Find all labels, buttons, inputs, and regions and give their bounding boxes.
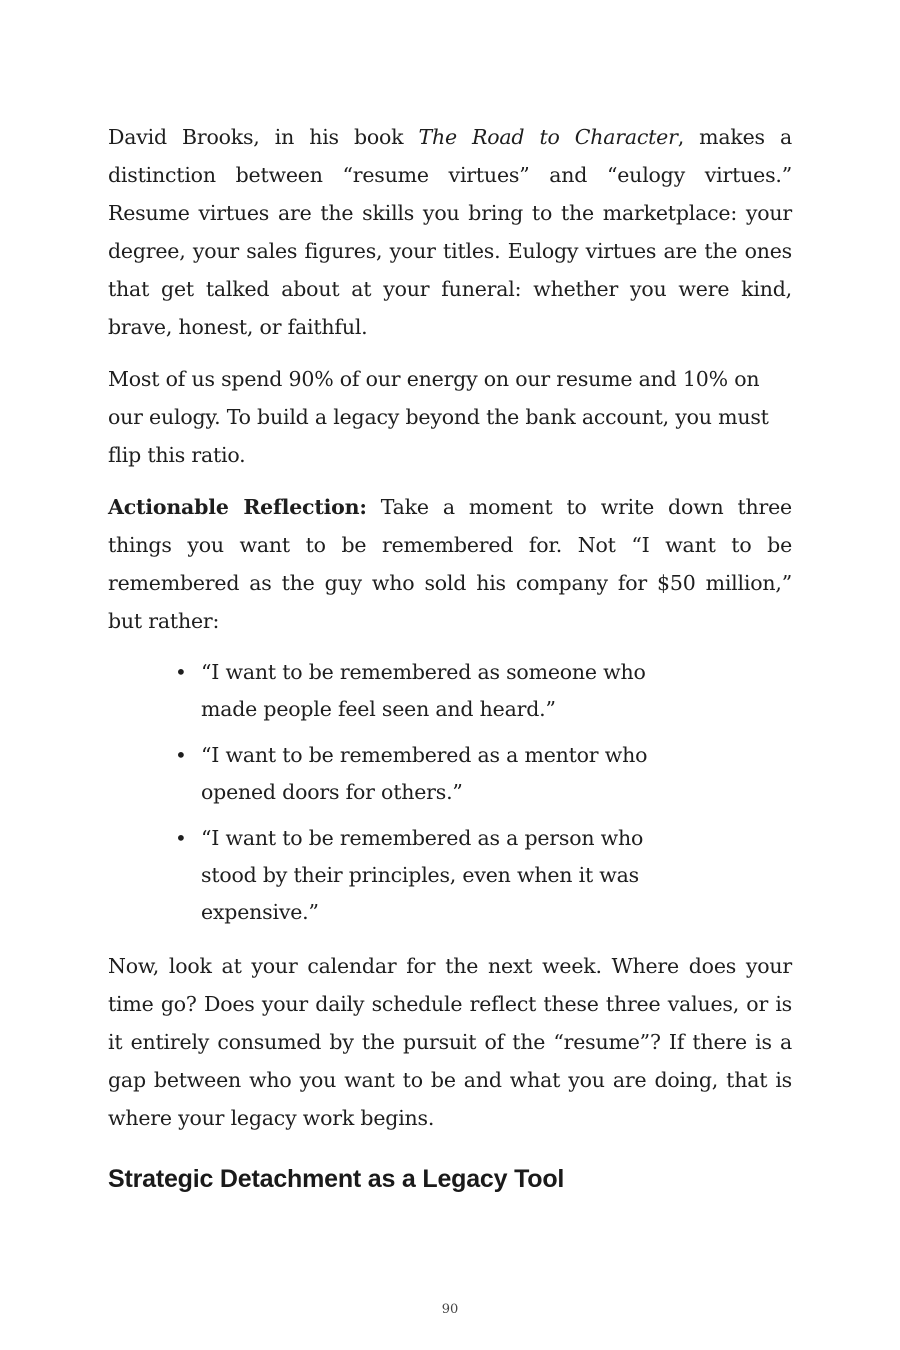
paragraph-text: Take a moment to write down three things you want to be remembered for. Not “I want to be remembered as the guy who sold his company for $50 million,” but rather: xyxy=(108,495,792,633)
paragraph-calendar: Now, look at your calendar for the next week. Where does your time go? Does your daily schedule reflect these three values, or is it entirely consumed by the pursuit of the “resume”? If there is a gap between who you want to be and what you are doing, that is where your legacy work begins. xyxy=(108,954,792,1130)
paragraph-text: David Brooks, in his book xyxy=(108,125,419,149)
list-item xyxy=(108,654,661,728)
paragraph-actionable-reflection xyxy=(108,488,792,640)
paragraph-brooks-virtues xyxy=(108,118,792,346)
paragraph-text: , makes a distinction between “resume virtues” and “eulogy virtues.” Resume virtues are the skills you bring to the marketplace: your degree, your sales figures, your titles. Eulogy virtues are the ones that get talked about at your funeral: whether you were kind, brave, honest, or faithful. xyxy=(108,125,792,339)
bullet-icon: • xyxy=(175,743,187,767)
list-item-text: “I want to be remembered as a mentor who opened doors for others.” xyxy=(201,743,648,804)
bullet-icon: • xyxy=(175,660,187,684)
section-heading: Strategic Detachment as a Legacy Tool xyxy=(108,1165,565,1193)
page-number: 90 xyxy=(441,1302,459,1317)
paragraph-energy-ratio: Most of us spend 90% of our energy on our resume and 10% on our eulogy. To build a legacy beyond the bank account, you must flip this ratio. xyxy=(108,367,769,467)
list-item xyxy=(108,820,661,931)
bullet-icon: • xyxy=(175,826,187,850)
book-title: The Road to Character xyxy=(418,125,678,149)
list-item xyxy=(108,737,661,811)
list-item-text: “I want to be remembered as a person who stood by their principles, even when it was expensive.” xyxy=(201,826,644,924)
page-content xyxy=(108,118,792,1195)
reflection-lead: Actionable Reflection: xyxy=(108,495,367,519)
list-item-text: “I want to be remembered as someone who made people feel seen and heard.” xyxy=(201,660,646,721)
bullet-list xyxy=(108,654,792,931)
